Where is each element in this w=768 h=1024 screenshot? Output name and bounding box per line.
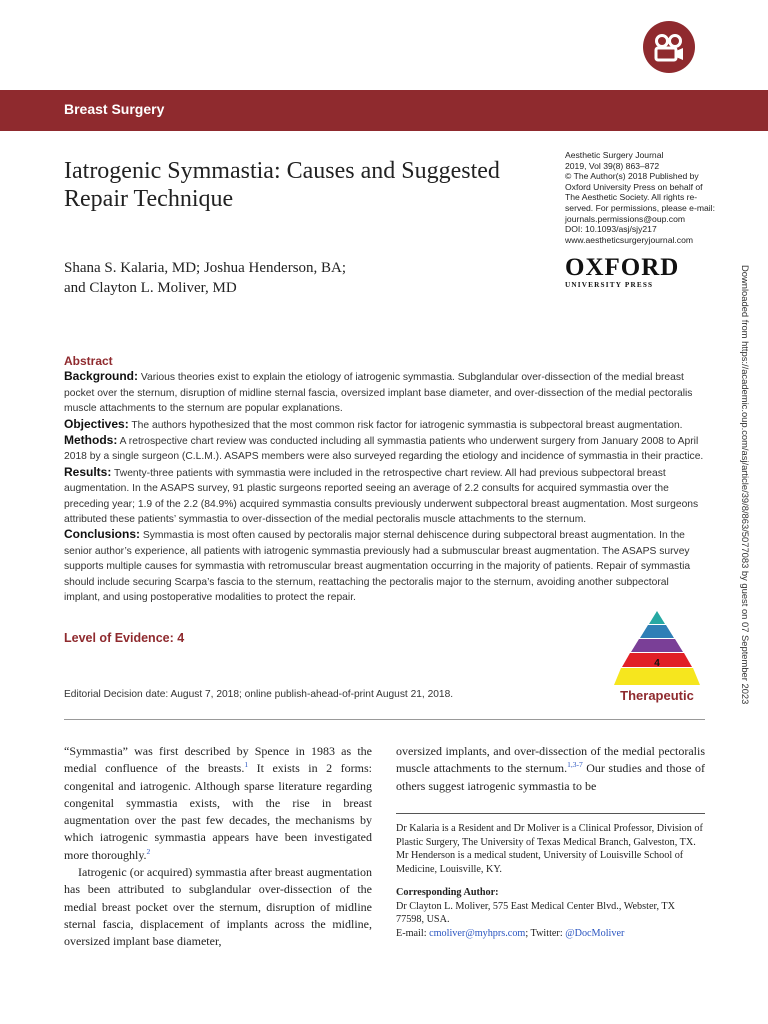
results-label: Results: bbox=[64, 464, 112, 479]
journal-info-line: © The Author(s) 2018 Published by bbox=[565, 171, 699, 182]
twitter-prefix: ; Twitter: bbox=[525, 927, 566, 939]
authors-line-2: and Clayton L. Moliver, MD bbox=[64, 280, 237, 296]
body-paragraph bbox=[64, 743, 372, 864]
abstract-heading: Abstract bbox=[64, 354, 113, 368]
corresponding-label: Corresponding Author: bbox=[396, 887, 499, 898]
publisher-logo bbox=[565, 254, 680, 289]
conclusions-text: Symmastia is most often caused by pectoralis major sternal dehiscence during subpectoral breast augmentation. In the senior author’s experience, all patients with iatrogenic symmastia previously had a submuscular breast augmentation. The ASAPS survey supports multiple causes for symmastia with retromuscular breast augmentation occurring in the majority of patients. Repair of symmastia should include securing Scarpa’s fascia to the sternum, reattaching the pectoralis major to the sternum, avoiding another subpectoral implant, and using postoperative modalities to protect the repair. bbox=[64, 530, 691, 604]
footnote-rule bbox=[396, 813, 705, 814]
pyramid-level-number: 4 bbox=[654, 658, 660, 669]
article-title: Iatrogenic Symmastia: Causes and Suggested Repair Technique bbox=[64, 158, 500, 212]
methods-label: Methods: bbox=[64, 433, 118, 448]
publisher-name: OXFORD bbox=[565, 254, 680, 281]
abstract-objectives bbox=[64, 417, 705, 433]
pyramid-caption: Therapeutic bbox=[620, 688, 694, 703]
abstract-conclusions bbox=[64, 527, 705, 605]
citation-link[interactable]: 2 bbox=[146, 846, 151, 856]
contact-line bbox=[396, 927, 705, 941]
background-label: Background: bbox=[64, 369, 139, 384]
evidence-pyramid bbox=[614, 609, 700, 687]
journal-info-line: www.aestheticsurgeryjournal.com bbox=[565, 234, 694, 245]
citation-link[interactable]: 1,3-7 bbox=[567, 760, 583, 770]
journal-info-line: The Aesthetic Society. All rights re- bbox=[565, 192, 698, 203]
methods-text: A retrospective chart review was conducted including all symmastia patients who underwent surgery from January 2008 to April 2018 by a single surgeon (C.L.M.). ASAPS members were also surveyed regarding the etiology and incidence of symmastia in their practice. bbox=[64, 436, 704, 463]
abstract bbox=[64, 354, 705, 606]
body-text: oversized implants, and over-dissection of the medial pectoralis muscle attachments to the sternum. bbox=[396, 744, 705, 776]
pyramid-tier-1 bbox=[649, 611, 665, 624]
journal-info-line: journals.permissions@oup.com bbox=[565, 213, 686, 224]
body-column-left bbox=[64, 743, 372, 951]
editorial-decision: Editorial Decision date: August 7, 2018; online publish-ahead-of-print August 21, 2018. bbox=[64, 689, 454, 700]
download-note bbox=[737, 265, 757, 765]
journal-info-line: DOI: 10.1093/asj/sjy217 bbox=[565, 224, 657, 235]
body-text: It exists in 2 forms: congenital and iatrogenic. Although sparse literature regarding congenital symmastia exists, with the rise in breast augmentation over the past few decades, the mechanisms by which iatrogenic symmastia appears have been investigated more thoroughly. bbox=[64, 761, 372, 862]
abstract-background bbox=[64, 369, 705, 416]
author-footnote bbox=[396, 822, 705, 940]
pyramid-tier-2 bbox=[640, 625, 674, 638]
objectives-text: The authors hypothesized that the most common risk factor for iatrogenic symmastia is subpectoral breast augmentation. bbox=[131, 419, 683, 431]
objectives-label: Objectives: bbox=[64, 416, 129, 431]
pyramid-tier-5 bbox=[614, 668, 700, 685]
affiliation-text: Dr Kalaria is a Resident and Dr Moliver is a Clinical Professor, Division of Plastic Surgery, The University of Texas Medical Branch, Galveston, TX. Mr Henderson is a medical student, University of Louisville School of Medicine, Louisville, KY. bbox=[396, 823, 703, 875]
authors-line-1: Shana S. Kalaria, MD; Joshua Henderson, BA; bbox=[64, 260, 347, 276]
pyramid-tier-3 bbox=[631, 639, 683, 652]
journal-info bbox=[565, 150, 715, 245]
section-band bbox=[0, 90, 768, 131]
author-list bbox=[64, 258, 424, 298]
conclusions-label: Conclusions: bbox=[64, 527, 141, 542]
publisher-subname: UNIVERSITY PRESS bbox=[565, 281, 654, 289]
background-text: Various theories exist to explain the etiology of iatrogenic symmastia. Subglandular over-dissection of the medial breast pocket over the sternum, disruption of midline sternal fascia, oversized implant base diameter, and over-dissection of the medial pectoralis muscle attachments to the sternum are popular explanations. bbox=[64, 372, 693, 415]
evidence-pyramid-icon bbox=[614, 609, 700, 687]
journal-info-line: Oxford University Press on behalf of bbox=[565, 181, 703, 192]
body-column-right bbox=[396, 743, 705, 795]
section-label: Breast Surgery bbox=[64, 101, 165, 117]
journal-logo bbox=[643, 21, 695, 73]
body-text: “Symmastia” was first described by Spence in 1983 as the medial confluence of the breasts. bbox=[64, 744, 372, 776]
twitter-link[interactable]: @DocMoliver bbox=[565, 927, 625, 939]
ase-video-logo-icon bbox=[650, 28, 688, 66]
journal-info-line: served. For permissions, please e-mail: bbox=[565, 202, 715, 213]
journal-info-line: 2019, Vol 39(8) 863–872 bbox=[565, 160, 660, 171]
abstract-methods bbox=[64, 433, 705, 465]
body-paragraph bbox=[396, 743, 705, 795]
corresponding-address: Dr Clayton L. Moliver, 575 East Medical Center Blvd., Webster, TX 77598, USA. bbox=[396, 900, 675, 925]
journal-info-line: Aesthetic Surgery Journal bbox=[565, 150, 664, 160]
section-divider bbox=[64, 719, 705, 720]
email-link[interactable]: cmoliver@myhprs.com bbox=[429, 927, 526, 939]
abstract-results bbox=[64, 465, 705, 528]
level-of-evidence: Level of Evidence: 4 bbox=[64, 631, 185, 645]
results-text: Twenty-three patients with symmastia were included in the retrospective chart review. All had previous subpectoral breast augmentation. In the ASAPS survey, 91 plastic surgeons reported seeing an average of 2.2 consults for acquired symmastia over the preceding year; 1.9 of the 2.2 (84.9%) acquired symmastia consults previously underwent subpectoral breast augmentation. Most surgeons attributed these patients’ symmastia to over-dissection of the medial pectoralis muscle attachments to the sternum. bbox=[64, 467, 699, 526]
download-note-text: Downloaded from https://academic.oup.com/asj/article/39/8/863/5077083 by guest on 07 September 2023 bbox=[740, 265, 751, 705]
body-text: Our studies and those of others suggest iatrogenic symmastia to be bbox=[396, 761, 705, 793]
body-paragraph: Iatrogenic (or acquired) symmastia after breast augmentation has been attributed to subglandular over-dissection of the medial breast pocket over the sternum, disruption of midline sternal fascia, displacement of implants across the midline, oversized implant base diameter, bbox=[64, 865, 372, 949]
email-prefix: E-mail: bbox=[396, 927, 430, 939]
citation-link[interactable]: 1 bbox=[244, 760, 249, 770]
